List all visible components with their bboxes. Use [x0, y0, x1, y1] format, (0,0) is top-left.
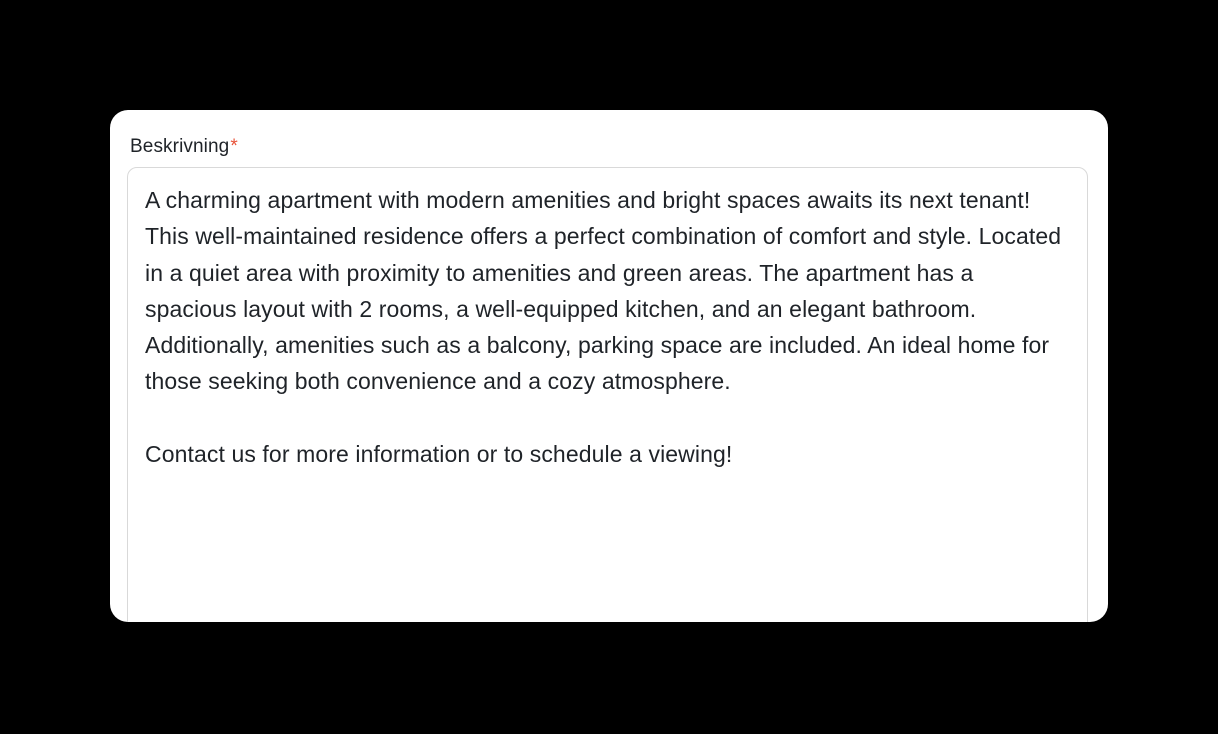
field-label	[130, 136, 1088, 157]
description-field-card	[110, 110, 1108, 622]
required-asterisk: *	[230, 136, 238, 157]
field-label-text: Beskrivning	[130, 136, 230, 157]
description-textarea[interactable]	[127, 167, 1088, 622]
